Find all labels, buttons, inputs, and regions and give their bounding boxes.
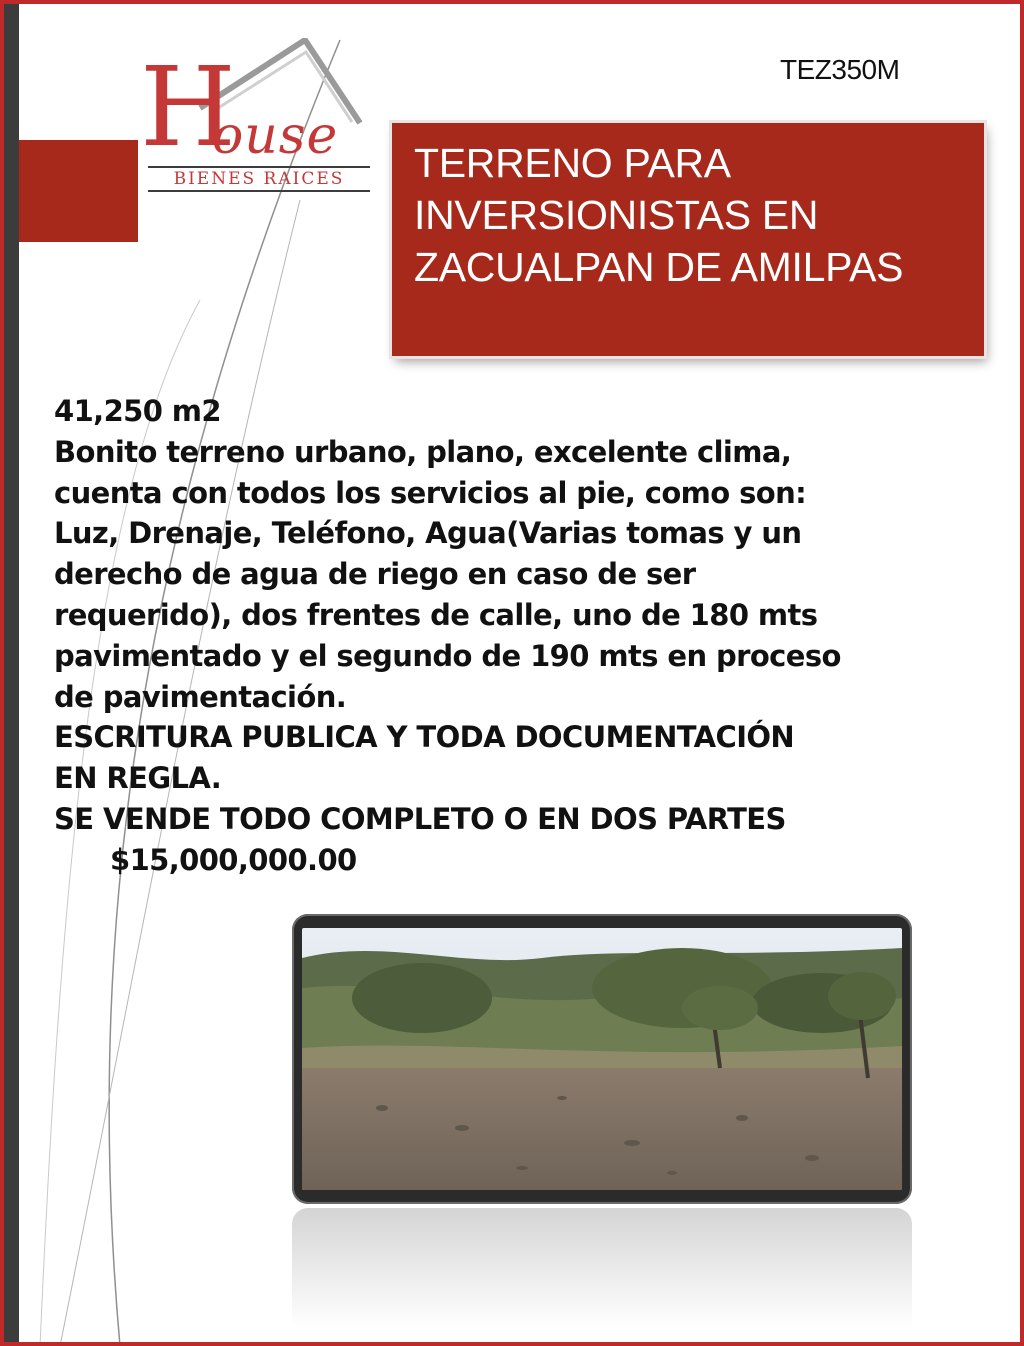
description-line: Bonito terreno urbano, plano, excelente clima, <box>54 434 792 469</box>
land-photo-icon <box>302 928 902 1190</box>
logo-initial: H <box>140 43 236 171</box>
area: 41,250 m2 <box>54 394 221 428</box>
legal-line: ESCRITURA PUBLICA Y TODA DOCUMENTACIÓN <box>54 720 795 755</box>
logo-tagline: BIENES RAICES <box>148 166 370 192</box>
title-line: TERRENO PARA <box>414 140 731 186</box>
description-line: requerido), dos frentes de calle, uno de 180 mts <box>54 597 818 632</box>
house-logo <box>130 38 380 198</box>
photo-frame <box>292 914 912 1204</box>
description-line: de pavimentación. <box>54 679 347 714</box>
photo-reflection <box>292 1208 912 1328</box>
accent-tab <box>19 140 138 242</box>
logo-brand: ouse <box>212 106 339 166</box>
listing-code: TEZ350M <box>780 54 900 85</box>
description-line: Luz, Drenaje, Teléfono, Agua(Varias tomas y un <box>54 516 802 551</box>
title-line: INVERSIONISTAS EN <box>414 192 819 238</box>
price: $15,000,000.00 <box>110 842 357 877</box>
title-line: ZACUALPAN DE AMILPAS <box>414 244 904 290</box>
listing-description <box>54 391 1004 881</box>
description-line: cuenta con todos los servicios al pie, como son: <box>54 475 807 510</box>
description-line: pavimentado y el segundo de 190 mts en proceso <box>54 638 841 673</box>
legal-line: EN REGLA. <box>54 761 222 796</box>
sale-note: SE VENDE TODO COMPLETO O EN DOS PARTES <box>54 801 786 836</box>
title-box <box>392 123 984 356</box>
left-accent-bar <box>4 4 19 1342</box>
description-line: derecho de agua de riego en caso de ser <box>54 557 696 592</box>
